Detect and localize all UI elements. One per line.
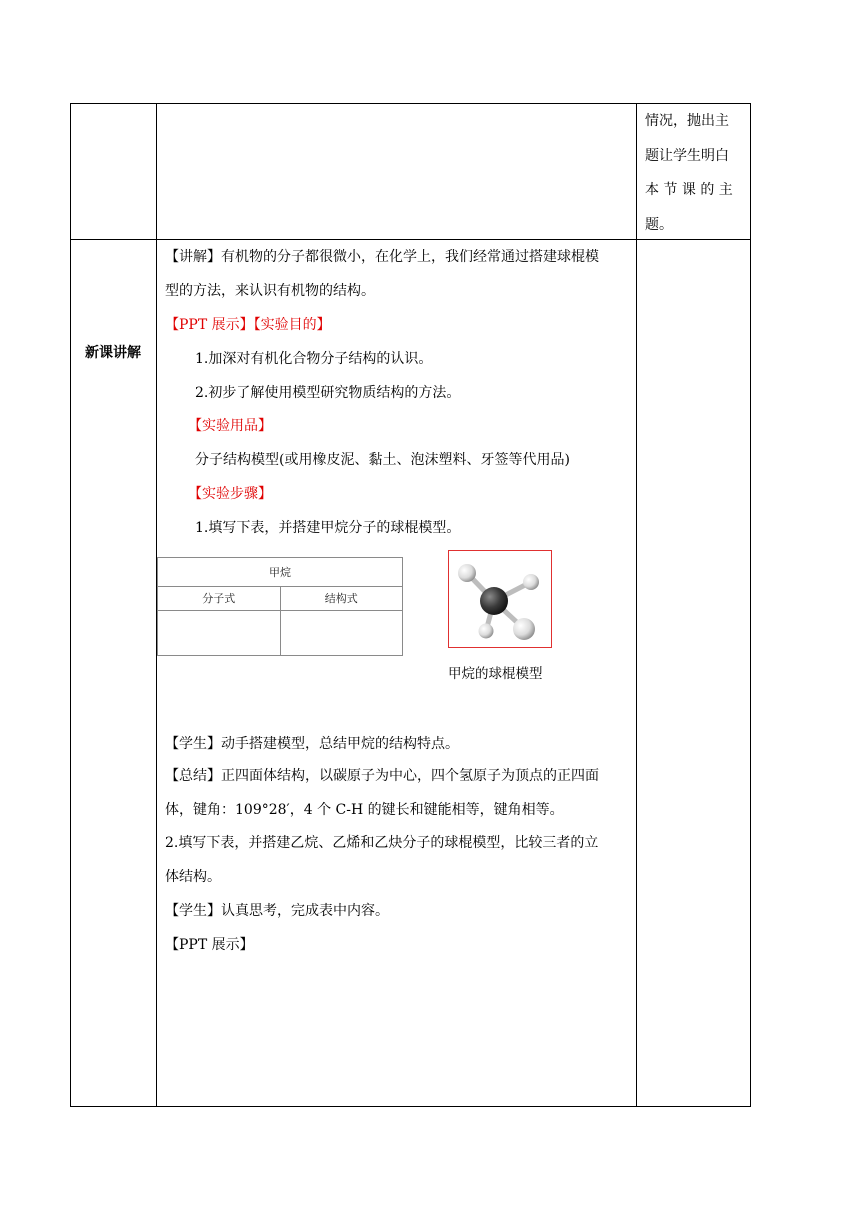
student-text: 认真思考，完成表中内容。 <box>221 903 389 919</box>
explain-tag: 【讲解】 <box>165 249 221 265</box>
ppt-purpose-heading <box>165 309 331 342</box>
methane-table <box>157 557 403 656</box>
step-1-text: 1.填写下表，并搭建甲烷分子的球棍模型。 <box>195 520 461 536</box>
step-2-line-2: 体结构。 <box>165 869 221 885</box>
column-header-formula: 分子式 <box>158 586 281 610</box>
empty-cell-structure <box>281 610 403 655</box>
methane-table-title: 甲烷 <box>158 558 402 587</box>
student-tag: 【学生】 <box>165 736 221 752</box>
methane-table-header-row <box>158 586 402 611</box>
note-line-text: 情况，抛出主 <box>645 113 729 129</box>
student-tag: 【学生】 <box>165 903 221 919</box>
note-line <box>645 139 743 174</box>
note-line <box>645 173 743 208</box>
methane-table-empty-row <box>158 610 402 655</box>
purpose-item-1: 1.加深对有机化合物分子结构的认识。 <box>195 351 433 367</box>
methane-model-figure <box>448 550 552 648</box>
summary-text: 正四面体结构，以碳原子为中心，四个氢原子为顶点的正四面 <box>221 768 599 784</box>
summary-tag: 【总结】 <box>165 768 221 784</box>
step-2-line-1: 2.填写下表，并搭建乙烷、乙烯和乙炔分子的球棍模型，比较三者的立 <box>165 835 599 851</box>
section-label: 新课讲解 <box>85 345 141 361</box>
hydrogen-atom <box>523 574 539 590</box>
summary-line-2: 体，键角：109°28′，4 个 C-H 的键长和键能相等，键角相等。 <box>165 802 564 818</box>
purpose-tag: 【实验目的】 <box>253 317 331 333</box>
design-intent-note <box>645 104 743 242</box>
student-text: 动手搭建模型，总结甲烷的结构特点。 <box>221 736 459 752</box>
steps-heading: 【实验步骤】 <box>188 486 272 502</box>
carbon-atom <box>480 587 508 615</box>
methane-ball-stick-image <box>449 551 550 646</box>
ppt-show-line: 【PPT 展示】 <box>165 937 254 953</box>
table-left-border <box>70 103 71 1107</box>
materials-heading: 【实验用品】 <box>188 418 272 434</box>
note-line-text: 题让学生明白 <box>645 147 729 164</box>
summary-line-1 <box>165 760 599 793</box>
hydrogen-atom <box>458 564 476 582</box>
note-line-text: 题。 <box>645 216 673 233</box>
ppt-tag: 【PPT 展示】 <box>165 317 254 333</box>
empty-cell-formula <box>158 610 281 655</box>
table-bottom-border <box>70 1106 751 1107</box>
student-line-1 <box>165 728 459 761</box>
note-line-text: 本 节 课 的 主 <box>645 182 733 198</box>
column-header-structure: 结构式 <box>324 592 358 605</box>
explain-paragraph-line-2: 型的方法，来认识有机物的结构。 <box>165 283 375 299</box>
explain-paragraph-line-1 <box>165 241 599 274</box>
student-line-2 <box>165 895 389 928</box>
purpose-item-2: 2.初步了解使用模型研究物质结构的方法。 <box>195 385 461 401</box>
explain-text: 有机物的分子都很微小，在化学上，我们经常通过搭建球棍模 <box>221 249 599 265</box>
hydrogen-atom <box>479 624 494 639</box>
table-right-border <box>750 103 751 1107</box>
methane-model-caption: 甲烷的球棍模型 <box>448 666 543 682</box>
materials-text: 分子结构模型(或用橡皮泥、黏土、泡沫塑料、牙签等代用品) <box>195 452 570 468</box>
note-line <box>645 208 743 243</box>
note-line <box>645 104 743 139</box>
hydrogen-atom <box>513 618 535 640</box>
column-divider-2 <box>636 103 637 1107</box>
